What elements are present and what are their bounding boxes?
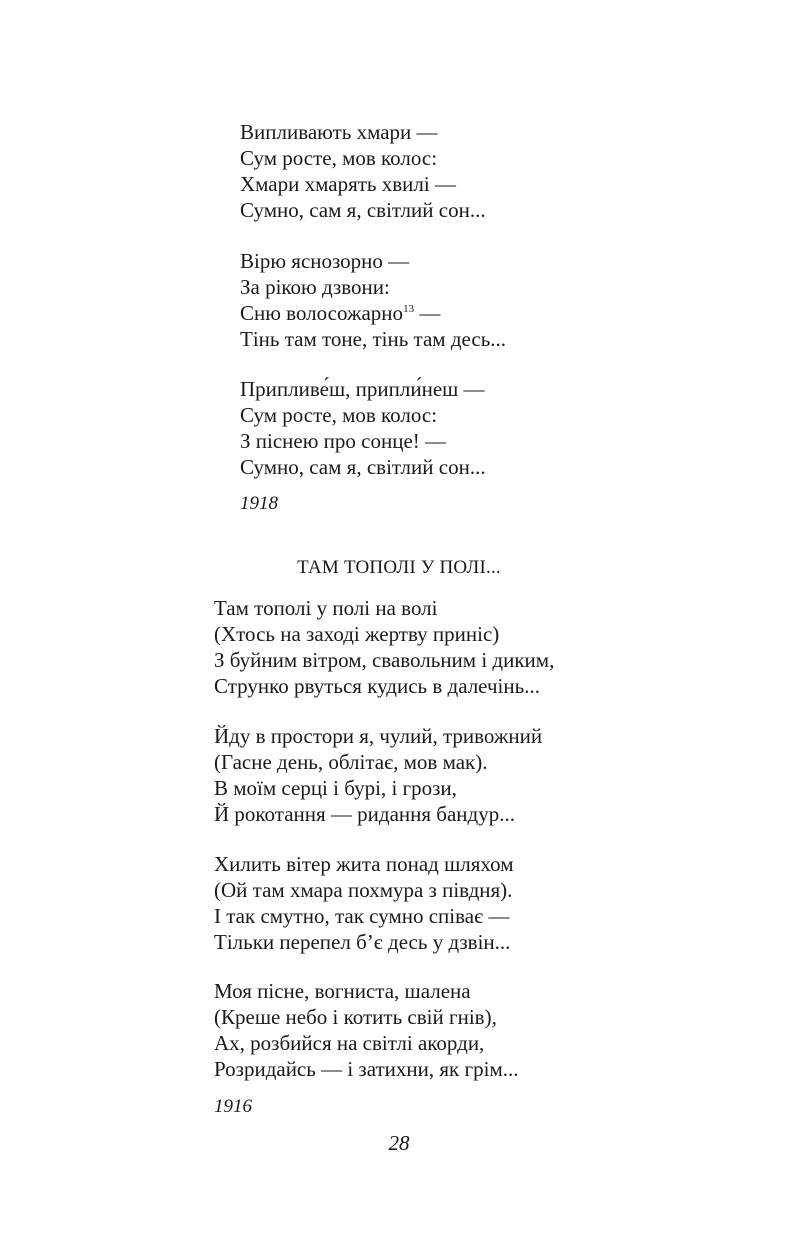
poem2-line: Ах, розбийся на світлі акорди,: [214, 1031, 485, 1055]
poem1-date: 1918: [240, 493, 278, 514]
poem2-line: (Ой там хмара похмура з півдня).: [214, 878, 513, 902]
poem2-date: 1916: [214, 1096, 252, 1117]
poem1-line-suffix: —: [414, 301, 441, 325]
poem2-line: З буйним вітром, свавольним і диким,: [214, 648, 555, 672]
poem2-line: Хилить вітер жита понад шляхом: [214, 852, 514, 876]
poem1-line: Сумно, сам я, світлий сон...: [240, 455, 486, 479]
poem2-line: І так смутно, так сумно співає —: [214, 904, 510, 928]
poem1-line: Сумно, сам я, світлий сон...: [240, 198, 486, 222]
poem2-line: Тільки перепел б’є десь у дзвін...: [214, 930, 511, 954]
poem1-line-text: Сню волосожарно: [240, 301, 404, 325]
poem1-line: З піснею про сонце! —: [240, 429, 447, 453]
poem2-line: (Гасне день, облітає, мов мак).: [214, 750, 488, 774]
poem1-line: Припливе́ш, припли́неш —: [240, 377, 485, 401]
poem1-line: Сум росте, мов колос:: [240, 403, 438, 427]
poem1-line-with-footnote: [240, 300, 440, 326]
poem1-line: Випливають хмари —: [240, 120, 438, 144]
poem2-line: Там тополі у полі на волі: [214, 596, 438, 620]
poem1-line: Тінь там тоне, тінь там десь...: [240, 327, 507, 351]
poem1-line: Вірю яснозорно —: [240, 249, 410, 273]
poem2-line: Розридайсь — і затихни, як грім...: [214, 1057, 519, 1081]
poem1-line: Хмари хмарять хвилі —: [240, 172, 456, 196]
poem2-line: Моя пісне, вогниста, шалена: [214, 979, 471, 1003]
poem2-line: Й рокотання — ридання бандур...: [214, 802, 515, 826]
poem2-line: Струнко рвуться кудись в далечінь...: [214, 674, 540, 698]
poem2-line: В моїм серці і бурі, і грози,: [214, 776, 457, 800]
poem1-line: Сум росте, мов колос:: [240, 146, 438, 170]
poem2-line: Йду в простори я, чулий, тривожний: [214, 724, 543, 748]
page-number: 28: [388, 1131, 410, 1155]
poem2-title: ТАМ ТОПОЛІ У ПОЛІ...: [297, 557, 501, 578]
poem2-line: (Хтось на заході жертву приніс): [214, 622, 500, 646]
footnote-marker: 13: [403, 303, 415, 315]
poem2-line: (Креше небо і котить свій гнів),: [214, 1005, 497, 1029]
poem1-line: За рікою дзвони:: [240, 275, 390, 299]
